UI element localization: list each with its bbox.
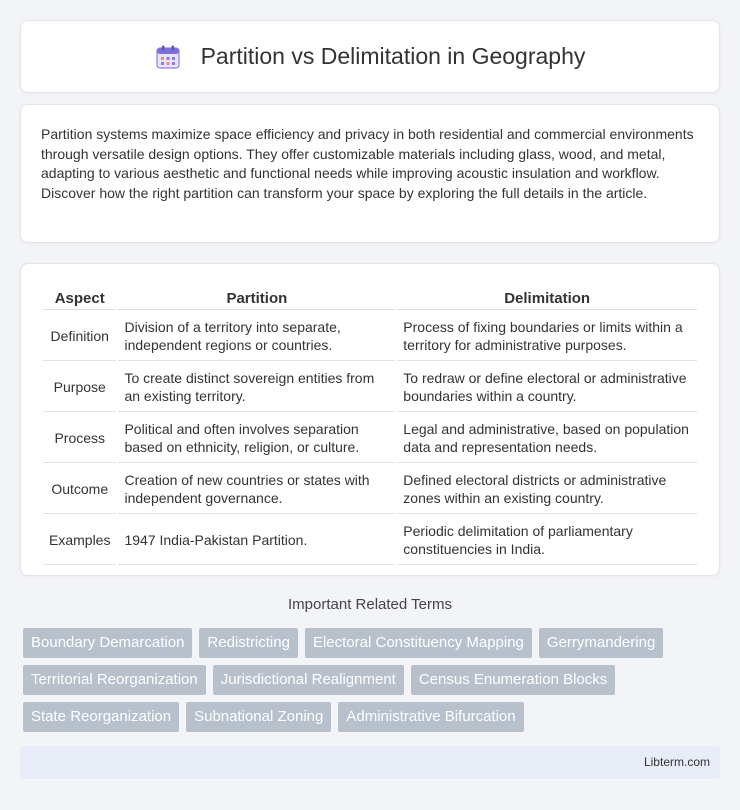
row-aspect: Process — [43, 414, 116, 463]
table-row — [43, 414, 697, 463]
row-aspect: Definition — [43, 312, 116, 361]
comparison-card — [20, 263, 720, 576]
table-row — [43, 312, 697, 361]
table-row — [43, 465, 697, 514]
row-partition: Creation of new countries or states with independent governance. — [118, 465, 395, 514]
row-delimitation: Process of fixing boundaries or limits within a territory for administrative purposes. — [397, 312, 697, 361]
footer-site-link[interactable]: Libterm.com — [643, 755, 710, 769]
tag-subnational-zoning[interactable]: Subnational Zoning — [186, 702, 331, 732]
description-card — [20, 104, 720, 243]
row-partition: To create distinct sovereign entities from an existing territory. — [118, 363, 395, 412]
footer — [20, 746, 720, 779]
header-aspect: Aspect — [43, 286, 116, 310]
row-aspect: Outcome — [43, 465, 116, 514]
header-card — [20, 20, 720, 93]
row-partition: Division of a territory into separate, independent regions or countries. — [118, 312, 395, 361]
description-text: Partition systems maximize space efficiency and privacy in both residential and commercial environments through versatile design options. They offer customizable materials including glass, wood, and metal, adapting to various aesthetic and functional needs while improving acoustic insulation and workflow. Discover how the right partition can transform your space by exploring the full details in the article. — [41, 126, 694, 201]
tag-boundary-demarcation[interactable]: Boundary Demarcation — [23, 628, 192, 658]
tag-gerrymandering[interactable]: Gerrymandering — [539, 628, 663, 658]
tag-redistricting[interactable]: Redistricting — [199, 628, 298, 658]
header-delimitation: Delimitation — [397, 286, 697, 310]
row-aspect: Examples — [43, 516, 116, 565]
table-row — [43, 363, 697, 412]
row-aspect: Purpose — [43, 363, 116, 412]
calendar-icon — [155, 44, 181, 70]
comparison-table — [41, 284, 699, 567]
related-terms-title: Important Related Terms — [288, 596, 452, 613]
page-title: Partition vs Delimitation in Geography — [200, 43, 586, 69]
row-delimitation: Periodic delimitation of parliamentary constituencies in India. — [397, 516, 697, 565]
row-partition: 1947 India-Pakistan Partition. — [118, 516, 395, 565]
tag-jurisdictional-realignment[interactable]: Jurisdictional Realignment — [213, 665, 404, 695]
table-header-row — [43, 286, 697, 310]
tag-electoral-constituency-mapping[interactable]: Electoral Constituency Mapping — [305, 628, 532, 658]
table-row — [43, 516, 697, 565]
row-delimitation: To redraw or define electoral or administrative boundaries within a country. — [397, 363, 697, 412]
tag-census-enumeration-blocks[interactable]: Census Enumeration Blocks — [411, 665, 615, 695]
tag-territorial-reorganization[interactable]: Territorial Reorganization — [23, 665, 206, 695]
header-partition: Partition — [118, 286, 395, 310]
tag-state-reorganization[interactable]: State Reorganization — [23, 702, 179, 732]
related-terms-list — [23, 628, 723, 739]
row-delimitation: Legal and administrative, based on population data and representation needs. — [397, 414, 697, 463]
row-partition: Political and often involves separation based on ethnicity, religion, or culture. — [118, 414, 395, 463]
tag-administrative-bifurcation[interactable]: Administrative Bifurcation — [338, 702, 523, 732]
row-delimitation: Defined electoral districts or administrative zones within an existing country. — [397, 465, 697, 514]
